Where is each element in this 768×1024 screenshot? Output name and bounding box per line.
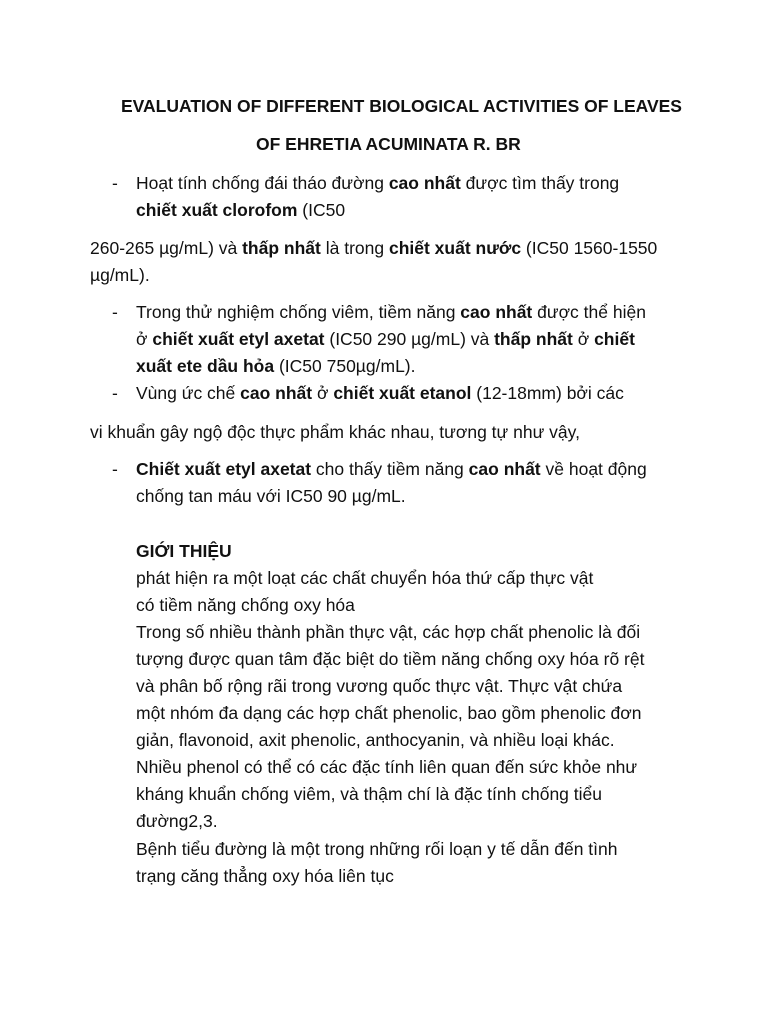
bullet-2-line-3: xuất ete dầu hỏa (IC50 750µg/mL).	[136, 356, 416, 376]
bullet-3-line-1: Vùng ức chế cao nhất ở chiết xuất etanol (12-18mm) bởi các	[136, 383, 624, 403]
intro-line: tượng được quan tâm đặc biệt do tiềm năng chống oxy hóa rõ rệt	[136, 649, 645, 669]
bullet-4-line-1: Chiết xuất etyl axetat cho thấy tiềm năng cao nhất về hoạt động	[136, 459, 647, 479]
section-heading: GIỚI THIỆU	[136, 541, 232, 561]
intro-line: một nhóm đa dạng các hợp chất phenolic, bao gồm phenolic đơn	[136, 703, 642, 723]
intro-line: kháng khuẩn chống viêm, và thậm chí là đặc tính chống tiểu	[136, 784, 602, 804]
bullet-2-line-1: Trong thử nghiệm chống viêm, tiềm năng cao nhất được thể hiện	[136, 302, 646, 322]
bullet-1-line-2: chiết xuất clorofom (IC50	[136, 200, 346, 220]
bullet-dash: -	[112, 383, 118, 403]
document-title-line-1: EVALUATION OF DIFFERENT BIOLOGICAL ACTIVITIES OF LEAVES	[121, 96, 682, 116]
intro-line: có tiềm năng chống oxy hóa	[136, 595, 355, 615]
bullet-dash: -	[112, 459, 118, 479]
intro-line: đường2,3.	[136, 811, 218, 831]
bullet-2-line-2: ở chiết xuất etyl axetat (IC50 290 µg/mL) và thấp nhất ở chiết	[136, 329, 635, 349]
intro-line: giản, flavonoid, axit phenolic, anthocyanin, và nhiều loại khác.	[136, 730, 615, 750]
bullet-dash: -	[112, 302, 118, 322]
bullet-1-line-1: Hoạt tính chống đái tháo đường cao nhất được tìm thấy trong	[136, 173, 620, 193]
paragraph-line: 260-265 µg/mL) và thấp nhất là trong chiết xuất nước (IC50 1560-1550	[90, 238, 658, 258]
bullet-dash: -	[112, 173, 118, 193]
intro-line: trạng căng thẳng oxy hóa liên tục	[136, 866, 394, 886]
intro-line: và phân bố rộng rãi trong vương quốc thực vật. Thực vật chứa	[136, 676, 623, 696]
paragraph-line: µg/mL).	[90, 265, 150, 285]
intro-line: phát hiện ra một loạt các chất chuyển hóa thứ cấp thực vật	[136, 568, 594, 588]
intro-line: Nhiều phenol có thể có các đặc tính liên quan đến sức khỏe như	[136, 757, 638, 777]
intro-line: Bệnh tiểu đường là một trong những rối loạn y tế dẫn đến tình	[136, 839, 618, 859]
intro-line: Trong số nhiều thành phần thực vật, các hợp chất phenolic là đối	[136, 622, 641, 642]
bullet-4-line-2: chống tan máu với IC50 90 µg/mL.	[136, 486, 406, 506]
paragraph-line: vi khuẩn gây ngộ độc thực phẩm khác nhau, tương tự như vậy,	[90, 422, 580, 442]
document-title-line-2: OF EHRETIA ACUMINATA R. BR	[256, 134, 521, 154]
